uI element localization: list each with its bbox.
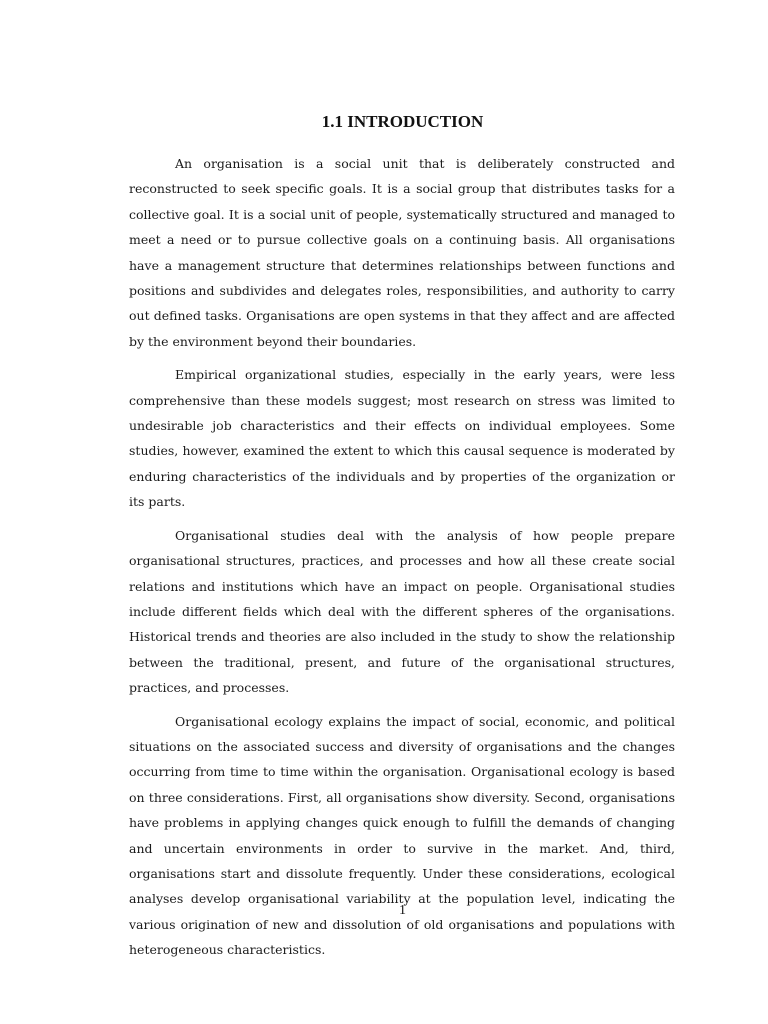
body-text xyxy=(129,151,675,963)
section-heading: 1.1 INTRODUCTION xyxy=(321,112,484,131)
paragraph-2: Empirical organizational studies, especially in the early years, were less comprehensive than these models suggest; most research on stress was limited to undesirable job characteristics and their effects on individual employees. Some studies, however, examined the extent to which this causal sequence is moderated by enduring characteristics of the individuals and by properties of the organization or its parts. xyxy=(129,367,675,510)
paragraph-3: Organisational studies deal with the analysis of how people prepare organisational structures, practices, and processes and how all these create social relations and institutions which have an impact on people. Organisational studies include different fields which deal with the different spheres of the organisations. Historical trends and theories are also included in the study to show the relationship between the traditional, present, and future of the organisational structures, practices, and processes. xyxy=(129,527,675,696)
paragraph-1: An organisation is a social unit that is deliberately constructed and reconstructed to seek specific goals. It is a social group that distributes tasks for a collective goal. It is a social unit of people, systematically structured and managed to meet a need or to pursue collective goals on a continuing basis. All organisations have a management structure that determines relationships between functions and positions and subdivides and delegates roles, responsibilities, and authority to carry out defined tasks. Organisations are open systems in that they affect and are affected by the environment beyond their boundaries. xyxy=(129,156,675,349)
paragraph-4: Organisational ecology explains the impact of social, economic, and political situations on the associated success and diversity of organisations and the changes occurring from time to time within the organisation. Organisational ecology is based on three considerations. First, all organisations show diversity. Second, organisations have problems in applying changes quick enough to fulfill the demands of changing and uncertain environments in order to survive in the market. And, third, organisations start and dissolute frequently. Under these considerations, ecological analyses develop organisational variability at the population level, indicating the various origination of new and dissolution of old organisations and populations with heterogeneous characteristics. xyxy=(129,713,675,958)
page-number: 1 xyxy=(399,903,406,918)
